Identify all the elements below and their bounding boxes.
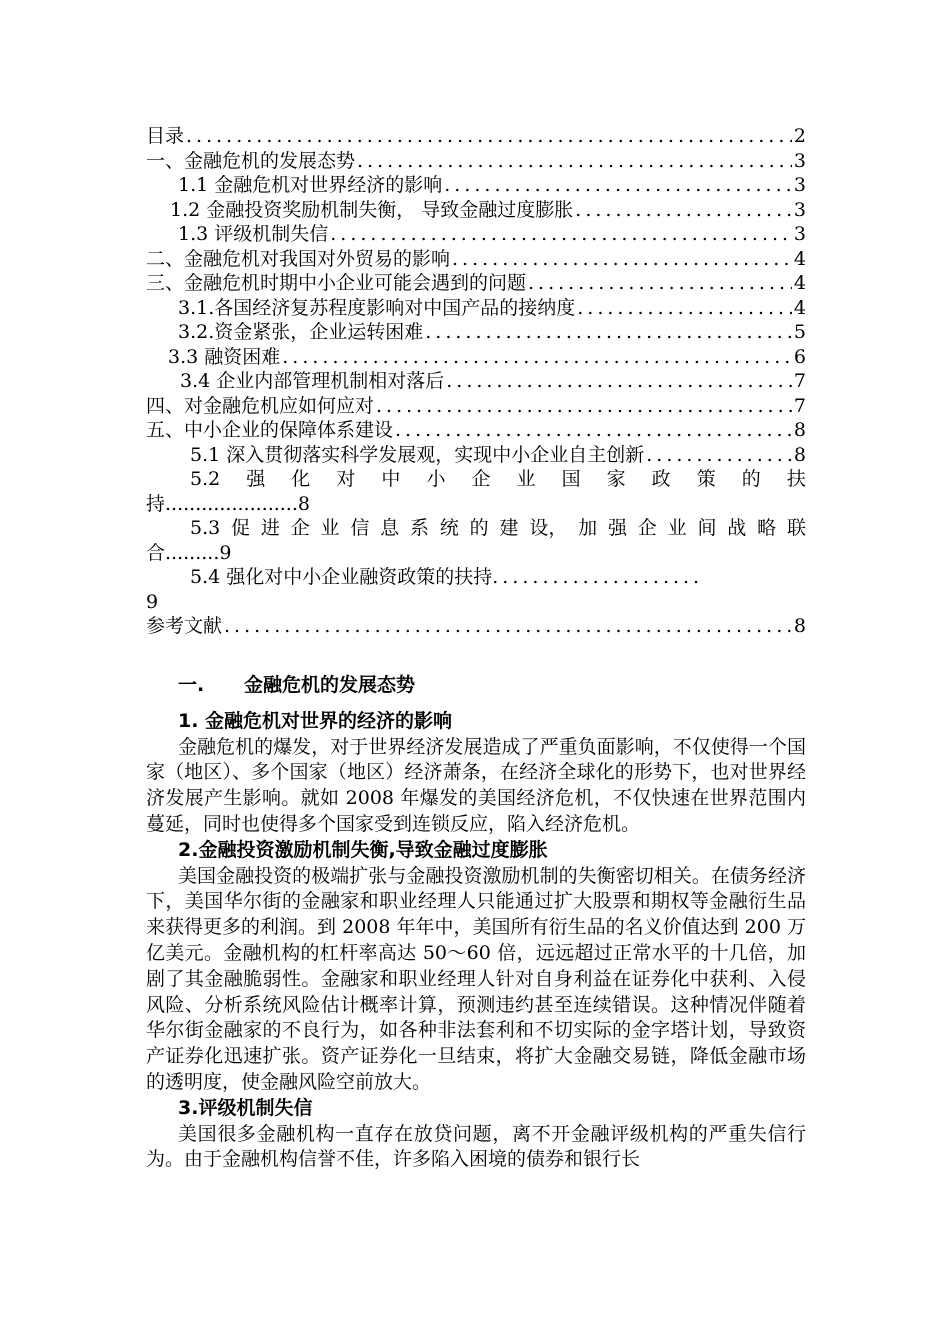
- toc-entry-5-2[interactable]: [146, 467, 806, 492]
- chapter-title: 金融危机的发展态势: [244, 674, 416, 696]
- toc-leader: [224, 614, 792, 639]
- toc-entry-title: 参考文献: [146, 615, 223, 637]
- toc-entry[interactable]: [146, 369, 806, 394]
- toc-entry-title: 四、对金融危机应如何应对: [146, 394, 375, 417]
- toc-entry-word: 统: [439, 517, 459, 539]
- toc-entry-continuation: [146, 541, 806, 566]
- toc-entry-word: 息: [380, 517, 400, 539]
- toc-entry-title: 3.1.各国经济复苏程度影响对中国产品的接纳度: [178, 296, 576, 319]
- toc-entry-title: 二、金融危机对我国对外贸易的影响: [146, 247, 451, 270]
- toc-entry-title: 1.3 评级机制失信: [178, 223, 329, 245]
- toc-entry-word: 的: [469, 517, 489, 539]
- toc-entry-title: 3.2.资金紧张，企业运转困难: [178, 321, 424, 343]
- toc-entry[interactable]: [146, 173, 806, 198]
- toc-entry[interactable]: [146, 271, 806, 296]
- toc-entry-title: [190, 516, 806, 541]
- toc-entry-word: 业: [667, 517, 687, 539]
- toc-leader: [528, 271, 792, 296]
- toc-leader: [282, 345, 792, 370]
- toc-page-number: 9: [219, 541, 232, 564]
- toc-entry-word: 企: [637, 517, 657, 539]
- toc-entry-5-3[interactable]: [146, 516, 806, 541]
- toc-leader: [425, 320, 792, 345]
- toc-entry-word: 5.3: [190, 517, 221, 539]
- toc-leader: .....................: [492, 566, 704, 588]
- toc-entry[interactable]: [146, 296, 806, 321]
- toc-entry-title-end: 合: [146, 541, 166, 564]
- toc-entry-word: 略: [757, 517, 777, 539]
- toc-entry-word: 强: [607, 517, 627, 539]
- section-heading: 3.评级机制失信: [178, 1096, 313, 1119]
- toc-entry-title: 5.4 强化对中小企业融资政策的扶持: [190, 566, 493, 588]
- toc-entry-5-4[interactable]: [146, 565, 806, 590]
- toc-entry-word: 小: [426, 468, 446, 490]
- toc-entry[interactable]: [146, 149, 806, 174]
- document-body: [146, 673, 806, 1173]
- toc-entry-word: 国: [561, 468, 581, 490]
- toc-leader: .........: [165, 541, 220, 564]
- toc-entry-word: 间: [697, 517, 717, 539]
- toc-entry[interactable]: [146, 124, 806, 149]
- toc-leader: [577, 296, 792, 321]
- toc-entry-word: 信: [350, 517, 370, 539]
- toc-leader: [575, 198, 792, 223]
- toc-entry-title-end: 持: [146, 492, 166, 515]
- toc-entry-title: 3.3 融资困难: [168, 345, 281, 368]
- toc-page-number: 4: [793, 272, 806, 294]
- toc-entry[interactable]: [146, 222, 806, 247]
- toc-entry-title: 1.1 金融危机对世界经济的影响: [178, 174, 443, 196]
- toc-entry-title: 1.2 金融投资奖励机制失衡， 导致金融过度膨胀: [170, 198, 574, 221]
- toc-page-number: 9: [146, 590, 159, 613]
- section-heading: 1. 金融危机对世界的经济的影响: [178, 709, 453, 732]
- toc-entry[interactable]: [146, 198, 806, 223]
- toc-page-number: 8: [297, 492, 310, 515]
- toc-page-number: 8: [793, 615, 806, 637]
- toc-entry-word: 业: [516, 468, 536, 490]
- toc-entry-word: 中: [381, 468, 401, 490]
- toc-leader: [444, 173, 792, 198]
- section-heading: 2.金融投资激励机制失衡,导致金融过度膨胀: [178, 838, 548, 861]
- toc-leader: [357, 149, 792, 174]
- toc-leader: ......................: [165, 492, 298, 515]
- toc-page-number: 5: [793, 321, 806, 343]
- toc-leader: [186, 124, 792, 149]
- toc-page-number: 3: [793, 174, 806, 196]
- toc-entry[interactable]: [146, 443, 806, 468]
- toc-leader: [452, 247, 792, 272]
- toc-entry-word: 家: [606, 468, 626, 490]
- chapter-number: 一.: [178, 674, 205, 696]
- toc-entry-word: 的: [741, 468, 761, 490]
- toc-page-number: 4: [793, 296, 806, 319]
- toc-page-number: 2: [793, 125, 806, 147]
- toc-page-number: 8: [793, 419, 806, 441]
- toc-entry[interactable]: [146, 394, 806, 419]
- toc-entry-word: 系: [410, 517, 430, 539]
- toc-entry-continuation: [146, 492, 806, 517]
- toc-entry-word: 化: [291, 468, 311, 490]
- toc-entry-word: 策: [696, 468, 716, 490]
- toc-entry-word: 企: [471, 468, 491, 490]
- toc-entry-word: 设，: [529, 517, 568, 539]
- toc-page-number: 8: [793, 443, 806, 466]
- toc-entry-word: 进: [260, 517, 280, 539]
- toc-entry[interactable]: [146, 247, 806, 272]
- toc-entry-word: 建: [499, 517, 519, 539]
- toc-page-number: 7: [793, 370, 806, 392]
- section-paragraph: 金融危机的爆发，对于世界经济发展造成了严重负面影响，不仅使得一个国家（地区）、多个国家（地区）经济萧条，在经济全球化的形势下，也对世界经济发展产生影响。就如 2008 年爆发的美国经济危机，不仅快速在世界范围内蔓延，同时也使得多个国家受到连锁反应，陷入经济危机。: [146, 735, 806, 835]
- toc-entry-word: 联: [786, 517, 806, 539]
- toc-entry-word: 企: [290, 517, 310, 539]
- toc-leader: [446, 369, 792, 394]
- toc-entry-title: 5.1 深入贯彻落实科学发展观，实现中小企业自主创新: [190, 443, 645, 466]
- toc-leader: [330, 222, 792, 247]
- toc-leader: [646, 443, 792, 468]
- toc-entry-word: 业: [320, 517, 340, 539]
- toc-entry-word: 扶: [786, 468, 806, 490]
- toc-entry-title: 目录: [146, 125, 185, 147]
- toc-page-number: 3: [793, 198, 806, 221]
- toc-entry-title: 3.4 企业内部管理机制相对落后: [180, 370, 445, 392]
- toc-entry-word: 加: [578, 517, 598, 539]
- toc-page-number: 3: [793, 223, 806, 245]
- toc-entry[interactable]: [146, 345, 806, 370]
- toc-leader: [395, 418, 792, 443]
- toc-entry-word: 强: [246, 468, 266, 490]
- toc-page-number: 7: [793, 394, 806, 417]
- toc-page-number: 4: [793, 247, 806, 270]
- toc-leader: [376, 394, 792, 419]
- section-paragraph: 美国金融投资的极端扩张与金融投资激励机制的失衡密切相关。在债务经济下，美国华尔街的金融家和职业经理人只能通过扩大股票和期权等金融衍生品来获得更多的利润。到 2008 年年中，美国所有衍生品的名义价值达到 200 万亿美元。金融机构的杠杆率高达 50～60 倍，远远超过正常水平的十几倍，加剧了其金融脆弱性。金融家和职业经理人针对自身利益在证券化中获利、入侵风险、分析系统风险估计概率计算，预测违约甚至连续错误。这种情况伴随着华尔街金融家的不良行为，如各种非法套利和不切实际的金字塔计划，导致资产证券化迅速扩张。资产证券化一旦结束，将扩大金融交易链，降低金融市场的透明度，使金融风险空前放大。: [146, 864, 806, 1093]
- toc-entry-title: 一、金融危机的发展态势: [146, 149, 356, 172]
- toc-entry-word: 对: [336, 468, 356, 490]
- toc-page-number: 3: [793, 149, 806, 172]
- toc-list: [146, 124, 806, 467]
- toc-entry-word: 政: [651, 468, 671, 490]
- toc-entry-word: 战: [727, 517, 747, 539]
- toc-page-number: 6: [793, 345, 806, 368]
- toc-entry-word: 5.2: [190, 468, 221, 490]
- section-paragraph: 美国很多金融机构一直存在放贷问题，离不开金融评级机构的严重失信行为。由于金融机构信誉不佳，许多陷入困境的债券和银行长: [146, 1122, 806, 1171]
- toc-entry[interactable]: [146, 320, 806, 345]
- toc-entry-references[interactable]: [146, 614, 806, 639]
- table-of-contents: [146, 124, 806, 639]
- toc-entry-title: 三、金融危机时期中小企业可能会遇到的问题: [146, 272, 527, 294]
- toc-entry-word: 促: [231, 517, 251, 539]
- toc-entry[interactable]: [146, 418, 806, 443]
- chapter-heading: [146, 673, 806, 699]
- toc-entry-title: [190, 467, 806, 492]
- toc-entry-title: 五、中小企业的保障体系建设: [146, 419, 394, 441]
